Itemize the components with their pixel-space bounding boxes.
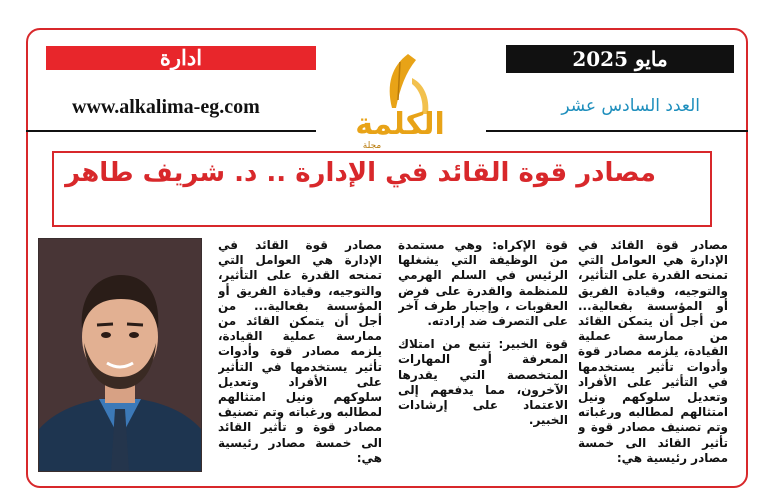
article-title: مصادر قوة القائد في الإدارة .. د. شريف طاهر: [65, 158, 656, 188]
website-url[interactable]: www.alkalima-eg.com: [72, 96, 260, 118]
logo-subtext: مجلة: [362, 141, 382, 150]
column-left-text: مصادر قوة القائد في الإدارة هي العوامل التي تمنحه القدرة على التأثير، والتوجيه، وقيادة الفريق أو المؤسسة بفعالية... من أجل أن يتمكن القائد من ممارسة عملية القيادة، يلزمه مصادر قوة وأدوات تأثير يستخدمها في التأثير على الأفراد وتعديل سلوكهم ونيل امتثالهم لمطالبه ورغباته وتم تصنيف مصادر قوة و تأثير القائد الى خمسة مصادر رئيسية هي:: [218, 238, 382, 465]
author-photo: [38, 238, 202, 472]
column-right-text: مصادر قوة القائد في الإدارة هي العوامل التي تمنحه القدرة على التأثير، والتوجيه، وقيادة الفريق أو المؤسسة بفعالية... من أجل أن يتمكن القائد من ممارسة عملية القيادة، يلزمه مصادر قوة وأدوات تأثير يستخدمها في التأثير على الأفراد وتعديل سلوكهم ونيل امتثالهم لمطالبه ورغباته وتم تصنيف مصادر قوة و تأثير القائد الى خمسة مصادر رئيسية هي:: [578, 238, 728, 465]
coercive-power-paragraph: قوة الإكراه: وهي مستمدة من الوظيفة التي يشغلها الرئيس في السلم الهرمي للمنظمة والقدرة على فرض العقوبات ، وإجبار طرف آخر على التصرف ضد إرادته.: [398, 238, 568, 329]
article-column-left: [218, 238, 382, 470]
issue-number: العدد السادس عشر: [561, 96, 700, 116]
article-column-right: [578, 238, 728, 470]
logo-wordmark: الكلمة: [355, 107, 445, 142]
section-tag: ادارة: [46, 46, 316, 70]
article-column-middle: [398, 238, 568, 470]
header-rule-left: [26, 130, 316, 132]
expert-power-paragraph: قوة الخبير: تنبع من امتلاك المعرفة أو المهارات المتخصصة التي يقدرها الآخرون، مما يدفعهم إلى الاعتماد على إرشادات الخبير.: [398, 337, 568, 428]
header-rule-right: [486, 130, 748, 132]
magazine-logo: [312, 50, 482, 150]
issue-date: مايو 2025: [506, 45, 734, 73]
